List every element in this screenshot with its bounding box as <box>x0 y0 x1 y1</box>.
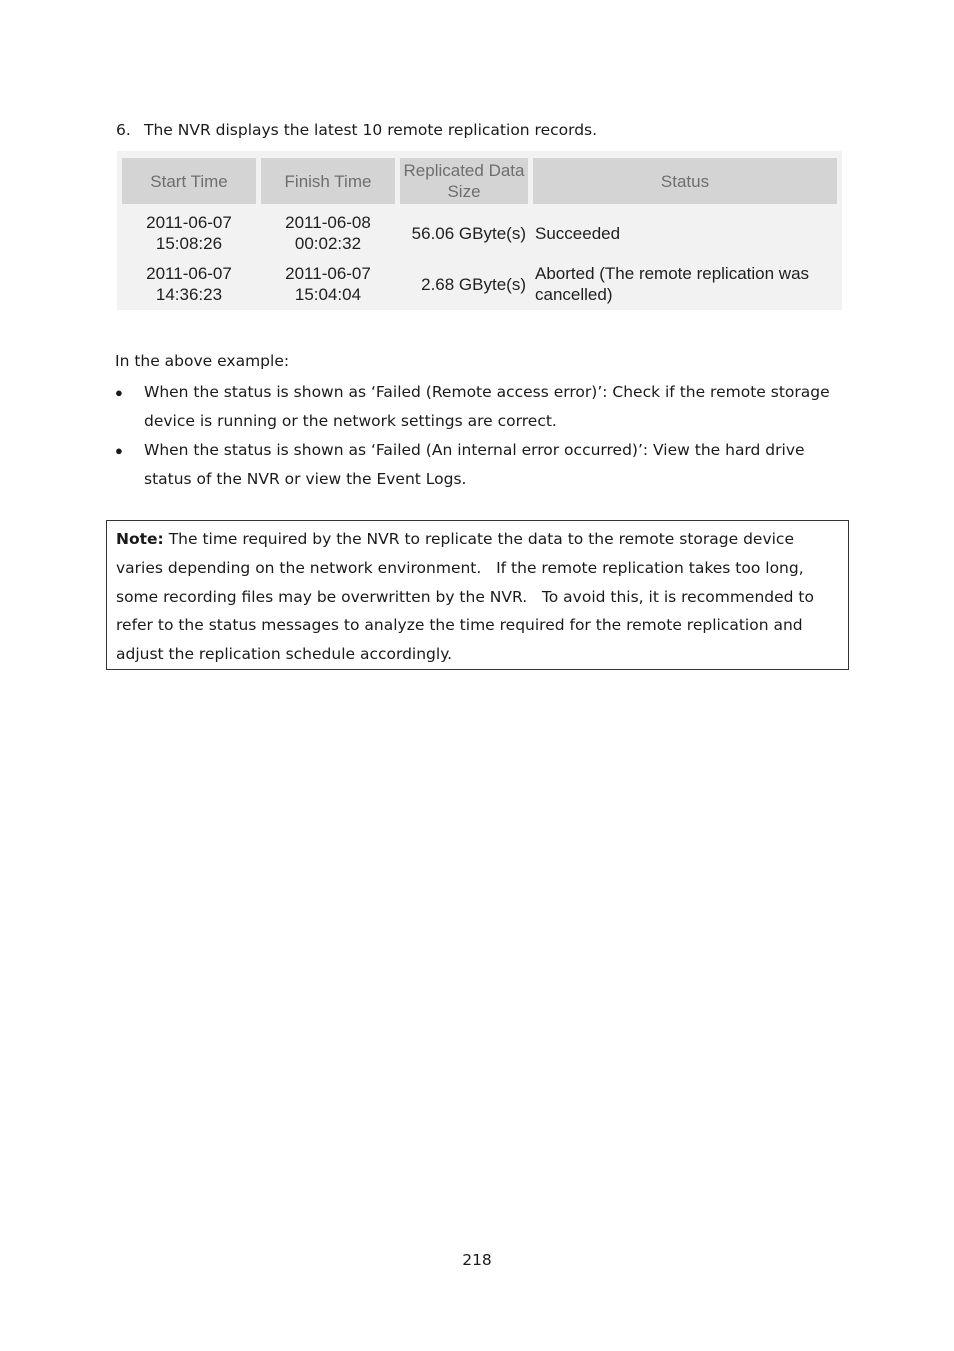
header-replicated-data-size: Replicated Data Size <box>400 158 528 204</box>
table-row-1-status: Succeeded <box>535 223 621 243</box>
table-row-1-finish <box>261 211 395 255</box>
list-item <box>115 436 845 494</box>
bullet-icon: ● <box>115 385 123 400</box>
replication-records-table <box>117 151 842 310</box>
bullet-text: When the status is shown as ‘Failed (An internal error occurred)’: View the hard drive status of the NVR or view the Event Logs. <box>144 441 805 488</box>
step-6 <box>116 120 597 140</box>
header-start-time: Start Time <box>122 158 256 204</box>
example-intro: In the above example: <box>115 352 290 370</box>
table-row-2-start <box>122 262 256 306</box>
bullet-icon: ● <box>115 443 123 458</box>
bullet-text: When the status is shown as ‘Failed (Remote access error)’: Check if the remote storage device is running or the network settings are correct. <box>144 383 830 430</box>
table-row-2-finish <box>261 262 395 306</box>
start-date: 2011-06-07 <box>146 213 232 232</box>
step-text: The NVR displays the latest 10 remote replication records. <box>144 121 598 139</box>
table-row-1-start <box>122 211 256 255</box>
finish-time: 00:02:32 <box>294 234 362 253</box>
start-time: 15:08:26 <box>155 234 223 253</box>
page-number: 218 <box>462 1251 492 1269</box>
start-date: 2011-06-07 <box>146 264 232 283</box>
note-box <box>106 520 849 670</box>
finish-date: 2011-06-08 <box>285 213 371 232</box>
header-finish-time: Finish Time <box>261 158 395 204</box>
header-status: Status <box>533 158 837 204</box>
note-label: Note: <box>116 530 164 548</box>
example-bullet-list <box>115 378 845 494</box>
table-row-1-size: 56.06 GByte(s) <box>411 223 526 243</box>
step-number: 6. <box>116 121 131 139</box>
table-row-2-status: Aborted (The remote replication was cancelled) <box>535 264 810 304</box>
finish-date: 2011-06-07 <box>285 264 371 283</box>
start-time: 14:36:23 <box>155 285 223 304</box>
finish-time: 15:04:04 <box>294 285 362 304</box>
table-row-2-size: 2.68 GByte(s) <box>421 274 526 294</box>
note-text: The time required by the NVR to replicate the data to the remote storage device varies depending on the network environment. If the remote replication takes too long, some recording files may be overwritten by the NVR. To avoid this, it is recommended to refer to the status messages to analyze the time required for the remote replication and adjust the replication schedule accordingly. <box>116 530 819 664</box>
list-item <box>115 378 845 436</box>
